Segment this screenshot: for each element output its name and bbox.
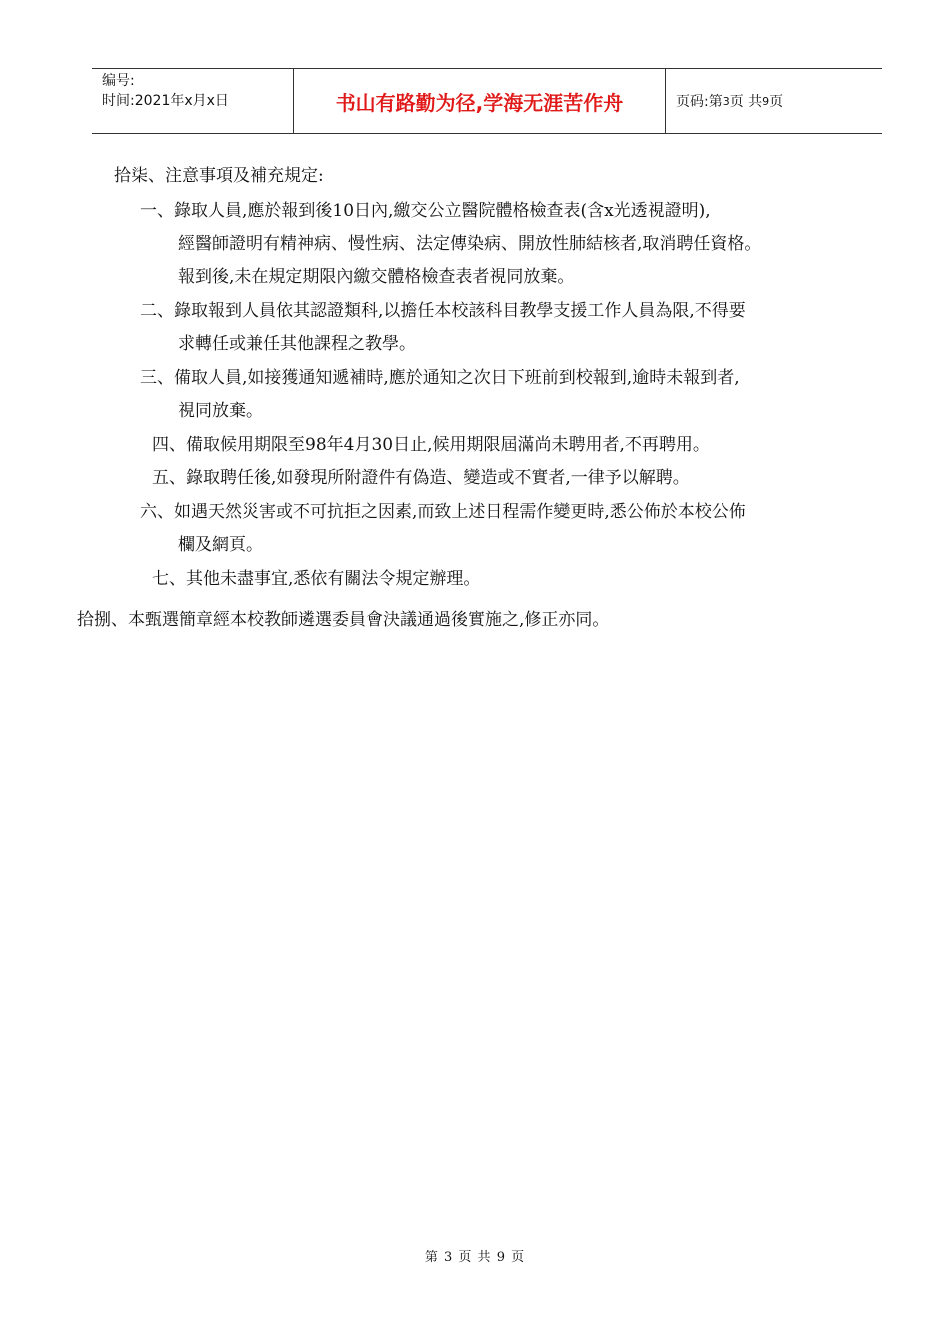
header-meta <box>92 69 294 133</box>
item-7: 七、其他未盡事宜,悉依有關法令規定辦理。 <box>152 569 481 589</box>
item-5: 五、錄取聘任後,如發現所附證件有偽造、變造或不實者,一律予以解聘。 <box>152 468 690 488</box>
header-page-info <box>666 69 882 133</box>
item-2-line-1: 二、錄取報到人員依其認證類科,以擔任本校該科目教學支援工作人員為限,不得要 <box>140 301 746 321</box>
page-footer: 第 3 页 共 9 页 <box>424 1250 526 1265</box>
page-mid: 页 共 <box>729 94 763 110</box>
section-8: 拾捌、本甄選簡章經本校教師遴選委員會決議通過後實施之,修正亦同。 <box>77 610 610 630</box>
page-total: 9 <box>762 94 770 108</box>
item-1-line-3: 報到後,未在規定期限內繳交體格檢查表者視同放棄。 <box>178 267 575 287</box>
document-number-label: 编号: <box>102 73 135 89</box>
page-suffix: 页 <box>769 94 784 110</box>
document-time-label: 时间:2021年x月x日 <box>102 93 229 109</box>
item-3-line-1: 三、備取人員,如接獲通知遞補時,應於通知之次日下班前到校報到,逾時未報到者, <box>140 368 740 388</box>
page-prefix: 页码:第 <box>676 94 723 110</box>
item-3-line-2: 視同放棄。 <box>178 401 263 421</box>
item-4: 四、備取候用期限至98年4月30日止,候用期限屆滿尚未聘用者,不再聘用。 <box>152 435 710 455</box>
item-1-line-2: 經醫師證明有精神病、慢性病、法定傳染病、開放性肺結核者,取消聘任資格。 <box>178 234 762 254</box>
page-current: 3 <box>722 94 730 108</box>
item-2-line-2: 求轉任或兼任其他課程之教學。 <box>178 334 416 354</box>
header-motto: 书山有路勤为径,学海无涯苦作舟 <box>294 69 666 133</box>
item-6-line-1: 六、如遇天然災害或不可抗拒之因素,而致上述日程需作變更時,悉公佈於本校公佈 <box>140 502 746 522</box>
item-6-line-2: 欄及網頁。 <box>178 535 263 555</box>
section-7-title: 拾柒、注意事項及補充規定: <box>114 166 324 186</box>
item-1-line-1: 一、錄取人員,應於報到後10日內,繳交公立醫院體格檢查表(含x光透視證明), <box>140 201 711 221</box>
page-header <box>92 68 882 134</box>
